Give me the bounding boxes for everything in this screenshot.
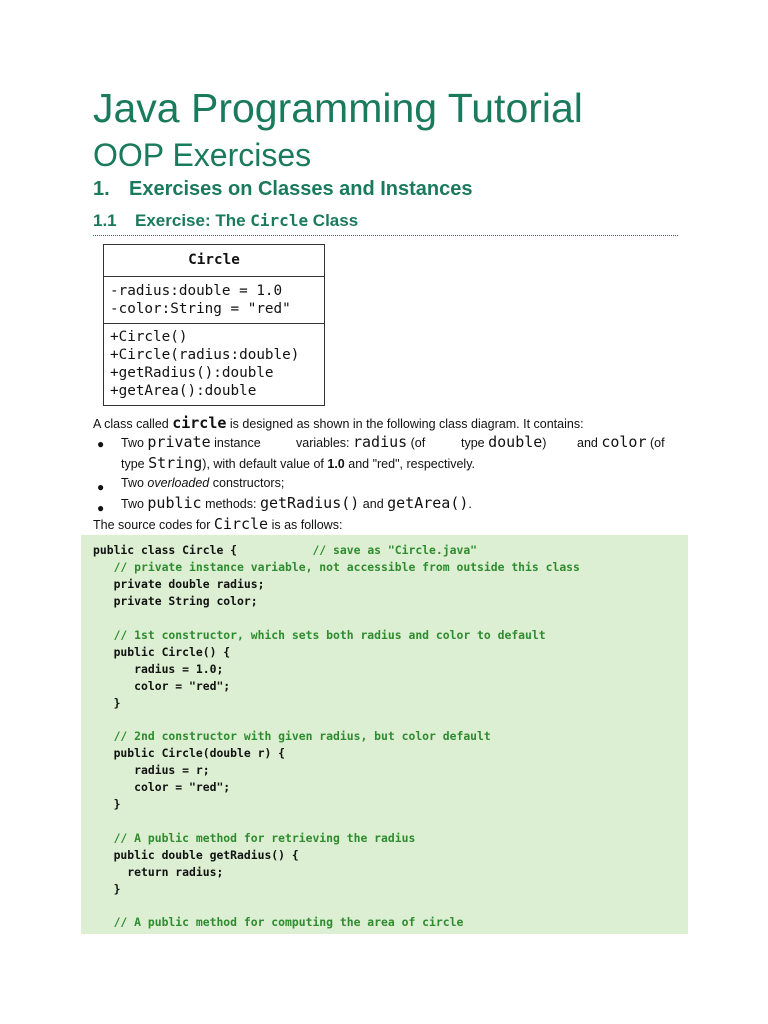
text-run: and: [577, 436, 602, 450]
bullet-text-1b: [296, 433, 425, 451]
bullet-text-2: [121, 476, 284, 490]
heading-divider: [93, 235, 678, 236]
code-line: }: [93, 797, 121, 811]
bullet-text-1d: [577, 433, 665, 451]
inline-code: color: [601, 433, 647, 451]
attribute-item: -radius:double = 1.0: [110, 283, 283, 299]
text-run: and: [359, 497, 388, 511]
text-run: Two: [121, 497, 148, 511]
code-line: public double getRadius() {: [93, 848, 299, 862]
code-line: [93, 543, 477, 557]
code-line: radius = 1.0;: [93, 662, 224, 676]
inline-code: radius: [352, 433, 408, 451]
intro-paragraph: [93, 414, 584, 432]
text-run: A class called: [93, 417, 173, 431]
text-run: (of: [407, 436, 426, 450]
inline-code: getArea(): [387, 494, 469, 512]
code-line: private String color;: [93, 594, 258, 608]
code-comment: // A public method for retrieving the radius: [93, 831, 416, 845]
code-line: public Circle() {: [93, 645, 231, 659]
code-line: return radius;: [93, 865, 224, 879]
text-run: Two: [121, 476, 148, 490]
inline-code: getRadius(): [259, 494, 360, 512]
text-run: constructors;: [209, 476, 285, 490]
operation-item: +Circle(radius:double): [110, 347, 300, 363]
text-run: is designed as shown in the following class diagram. It contains:: [226, 417, 584, 431]
operation-item: +Circle(): [110, 329, 188, 345]
code-comment: // 2nd constructor with given radius, but color default: [93, 729, 491, 743]
code-line: private double radius;: [93, 577, 265, 591]
section-heading: [93, 178, 473, 201]
subsection-prefix: Exercise: The: [135, 211, 251, 230]
class-diagram-operations: [104, 324, 324, 405]
page-subtitle: OOP Exercises: [93, 137, 312, 173]
inline-code: String: [148, 454, 203, 472]
text-run: The source codes for: [93, 518, 214, 532]
code-comment: // 1st constructor, which sets both radius and color to default: [93, 628, 546, 642]
text-run: 1.0: [327, 457, 345, 471]
bullet-icon: ●: [97, 501, 105, 515]
inline-code: private: [147, 433, 211, 451]
source-intro: [93, 515, 342, 533]
text-run: type: [121, 457, 149, 471]
bullet-text-1a: [121, 433, 261, 451]
text-run: and "red", respectively.: [344, 457, 475, 471]
text-run: type: [461, 436, 489, 450]
code-line: color = "red";: [93, 679, 231, 693]
subsection-heading: [93, 211, 358, 231]
text-run: Two: [121, 436, 148, 450]
inline-code: double: [488, 433, 543, 451]
subsection-code: Circle: [250, 211, 309, 230]
bullet-text-3: [121, 494, 472, 512]
code-line: }: [93, 882, 121, 896]
operation-item: +getRadius():double: [110, 365, 274, 381]
inline-code: Circle: [213, 515, 269, 533]
code-comment: // private instance variable, not accessible from outside this class: [93, 560, 580, 574]
inline-code: circle: [172, 414, 227, 432]
attribute-item: -color:String = "red": [110, 301, 291, 317]
code-comment: // save as "Circle.java": [312, 543, 478, 557]
text-run: is as follows:: [268, 518, 343, 532]
text-run: methods:: [201, 497, 260, 511]
code-line: }: [93, 696, 121, 710]
section-number: 1.: [93, 178, 110, 200]
text-run: ), with default value of: [202, 457, 328, 471]
text-run: overloaded: [147, 476, 210, 490]
text-run: variables:: [296, 436, 353, 450]
class-diagram-name: Circle: [104, 245, 324, 277]
bullet-icon: ●: [97, 480, 105, 494]
text-run: instance: [210, 436, 261, 450]
class-diagram-attributes: [104, 277, 324, 324]
operation-item: +getArea():double: [110, 383, 257, 399]
inline-code: public: [147, 494, 202, 512]
code-comment: // A public method for computing the area of circle: [93, 915, 464, 929]
bullet-text-1e: [121, 454, 475, 472]
page-title: Java Programming Tutorial: [93, 85, 583, 131]
code-line: color = "red";: [93, 780, 231, 794]
code-block: [81, 535, 688, 934]
code-text: public class Circle {: [93, 543, 313, 557]
code-line: radius = r;: [93, 763, 210, 777]
bullet-text-1c: [461, 433, 546, 451]
subsection-suffix: Class: [308, 211, 359, 230]
text-run: (of: [646, 436, 665, 450]
bullet-icon: ●: [97, 437, 105, 451]
subsection-number: 1.1: [93, 211, 117, 230]
text-run: ): [542, 436, 547, 450]
text-run: .: [468, 497, 472, 511]
code-line: public Circle(double r) {: [93, 746, 286, 760]
section-title: Exercises on Classes and Instances: [129, 178, 473, 200]
class-diagram: [103, 244, 325, 406]
